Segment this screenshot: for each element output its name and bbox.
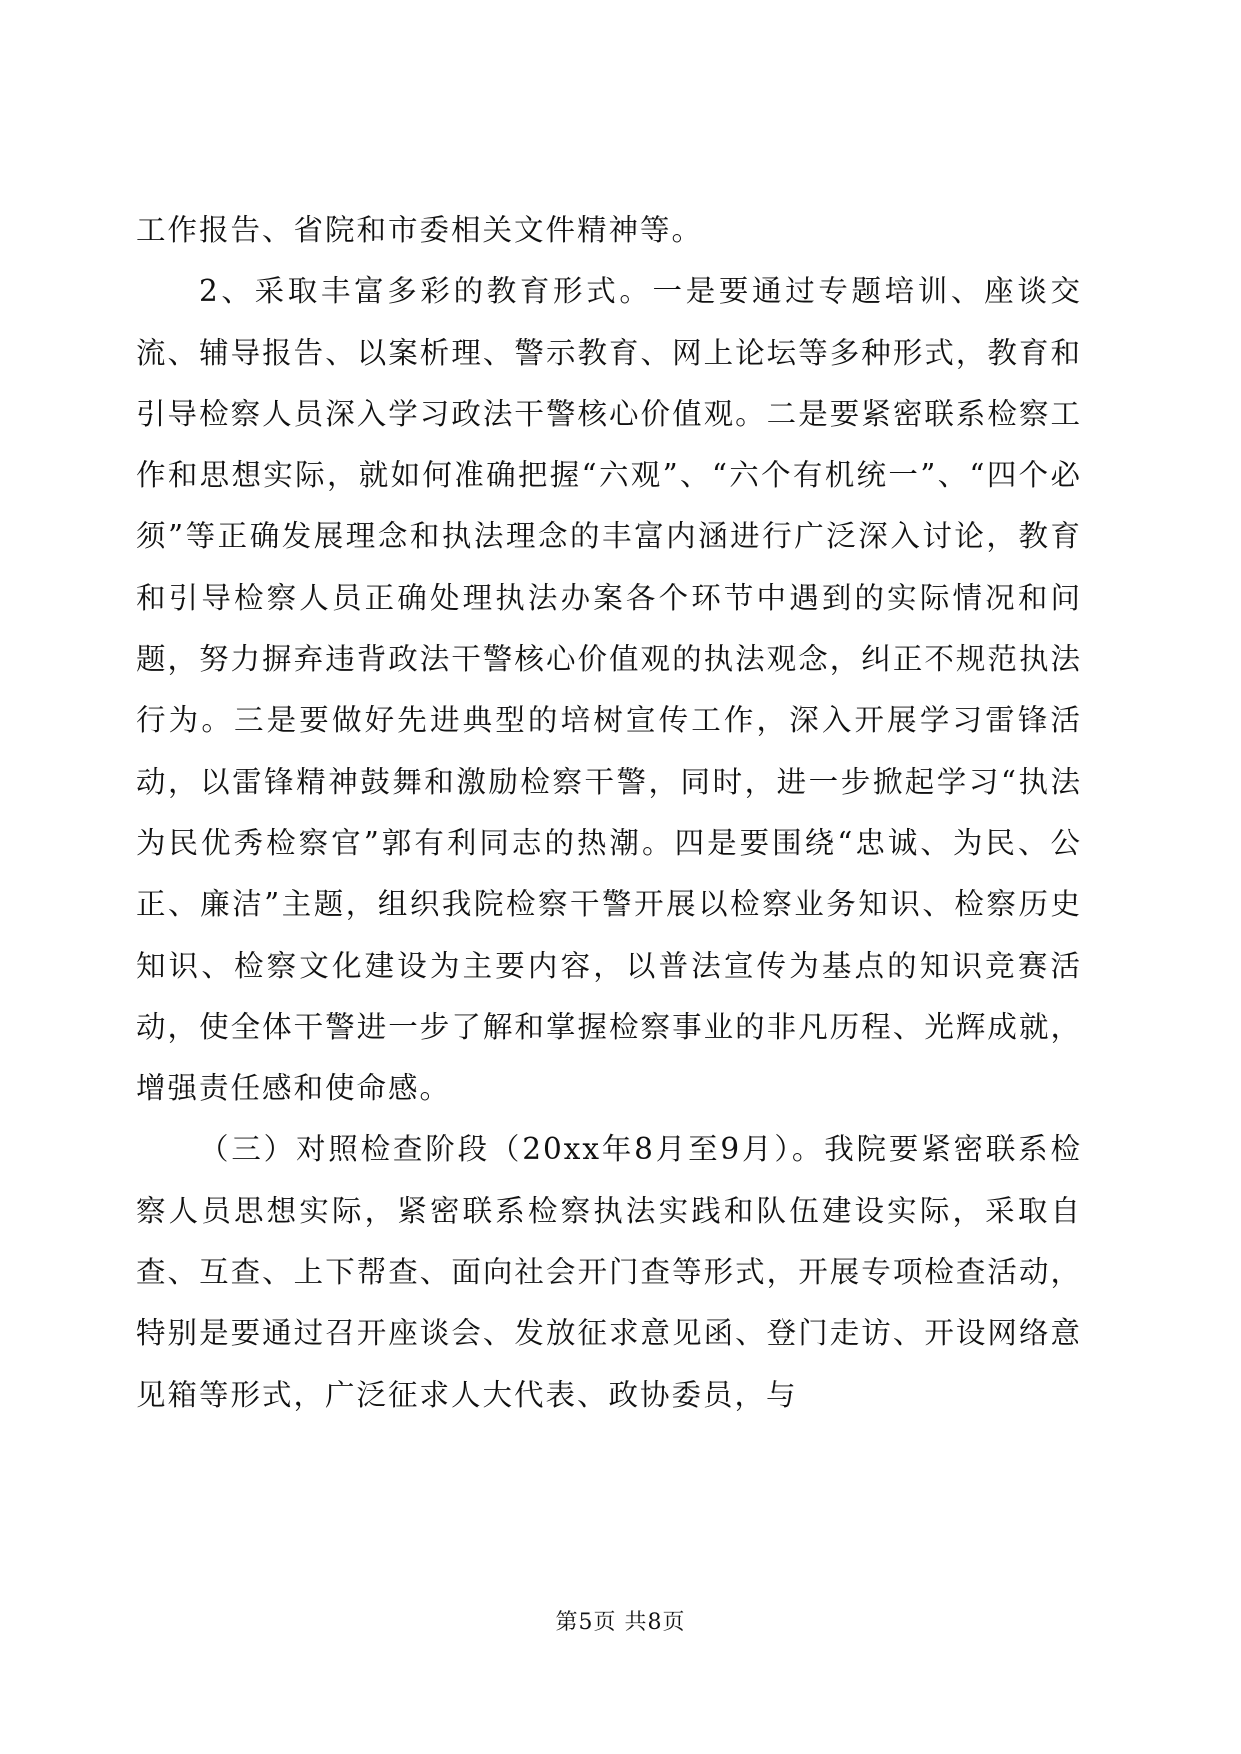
page-number-footer: 第5页 共8页 [555,1610,686,1635]
document-body [136,200,1082,1426]
paragraph-continuation: 工作报告、省院和市委相关文件精神等。 [136,213,704,247]
paragraph-education-forms: 2、采取丰富多彩的教育形式。一是要通过专题培训、座谈交流、辅导报告、以案析理、警示教育、网上论坛等多种形式，教育和引导检察人员深入学习政法干警核心价值观。二是要紧密联系检察工作和思想实际，就如何准确把握“六观”、“六个有机统一”、“四个必须”等正确发展理念和执法理念的丰富内涵进行广泛深入讨论，教育和引导检察人员正确处理执法办案各个环节中遇到的实际情况和问题，努力摒弃违背政法干警核心价值观的执法观念，纠正不规范执法行为。三是要做好先进典型的培树宣传工作，深入开展学习雷锋活动，以雷锋精神鼓舞和激励检察干警，同时，进一步掀起学习“执法为民优秀检察官”郭有利同志的热潮。四是要围绕“忠诚、为民、公正、廉洁”主题，组织我院检察干警开展以检察业务知识、检察历史知识、检察文化建设为主要内容，以普法宣传为基点的知识竞赛活动，使全体干警进一步了解和掌握检察事业的非凡历程、光辉成就，增强责任感和使命感。 [136,274,1082,1106]
paragraph-inspection-stage: （三）对照检查阶段（20xx年8月至9月）。我院要紧密联系检察人员思想实际，紧密联系检察执法实践和队伍建设实际，采取自查、互查、上下帮查、面向社会开门查等形式，开展专项检查活动，特别是要通过召开座谈会、发放征求意见函、登门走访、开设网络意见箱等形式，广泛征求人大代表、政协委员，与 [136,1132,1082,1412]
